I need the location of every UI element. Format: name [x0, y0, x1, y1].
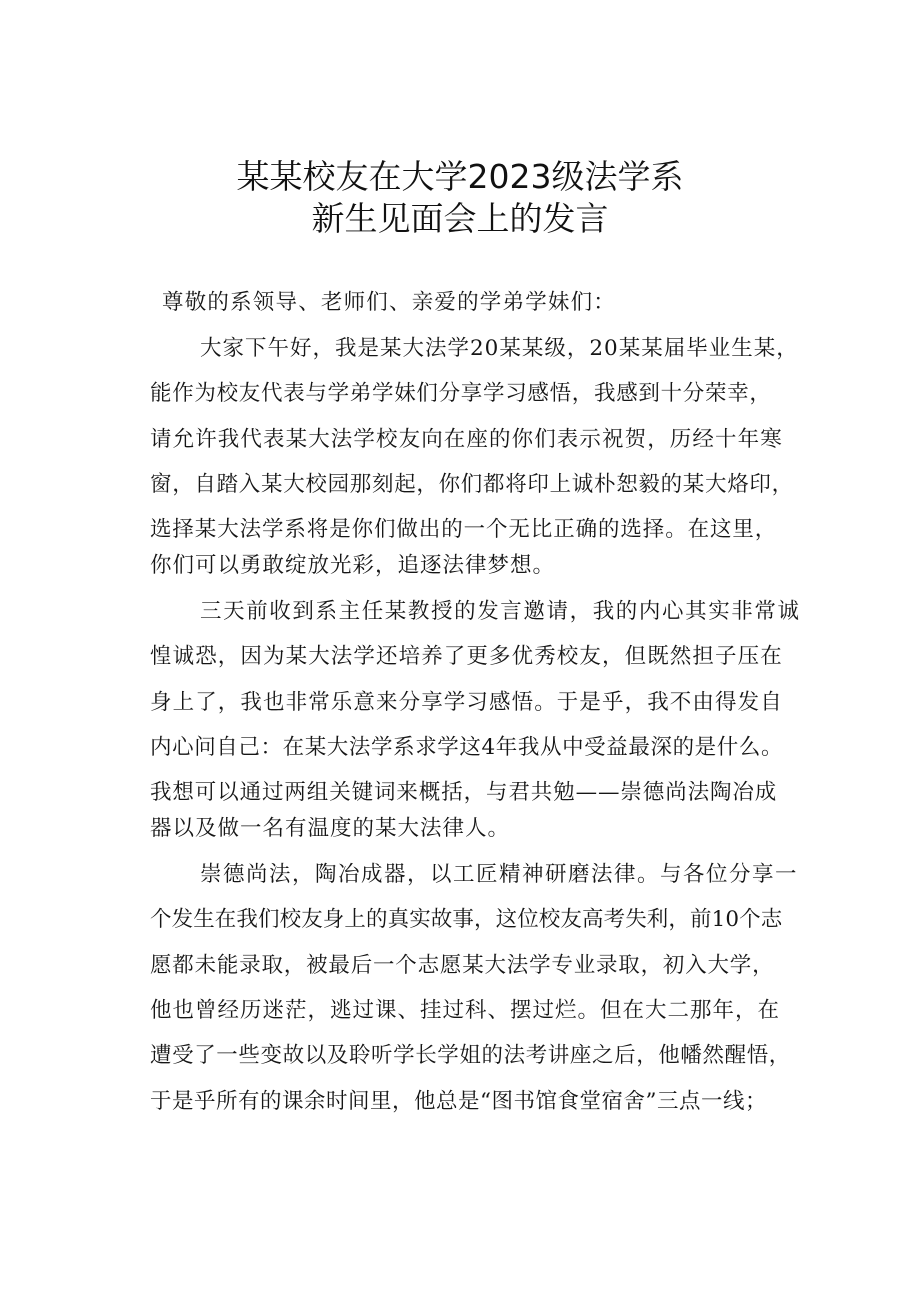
paragraph-line: 器以及做一名有温度的某大法律人。 [150, 816, 511, 841]
paragraph-line: 能作为校友代表与学弟学妹们分享学习感悟，我感到十分荣幸， [150, 381, 772, 406]
paragraph-line: 我想可以通过两组关键词来概括，与君共勉——崇德尚法陶冶成 [150, 780, 778, 805]
paragraph-line: 选择某大法学系将是你们做出的一个无比正确的选择。在这里， [150, 517, 778, 542]
salutation-line: 尊敬的系领导、老师们、亲爱的学弟学妹们： [162, 290, 617, 315]
document-title-line-1: 某某校友在大学2023级法学系 [236, 157, 684, 196]
paragraph-line: 身上了，我也非常乐意来分享学习感悟。于是乎，我不由得发自 [150, 690, 783, 715]
paragraph-line: 于是乎所有的课余时间里，他总是“图书馆食堂宿舍”三点一线； [150, 1089, 767, 1114]
paragraph-line: 窗，自踏入某大校园那刻起，你们都将印上诚朴恕毅的某大烙印， [150, 472, 794, 497]
paragraph-line: 崇德尚法，陶冶成器，以工匠精神研磨法律。与各位分享一 [200, 862, 799, 887]
paragraph-line: 愿都未能录取，被最后一个志愿某大法学专业录取，初入大学， [150, 953, 775, 978]
paragraph-line: 大家下午好，我是某大法学20某某级，20某某届毕业生某， [200, 336, 799, 361]
paragraph-line: 内心问自己：在某大法学系求学这4年我从中受益最深的是什么。 [150, 735, 784, 760]
paragraph-line: 三天前收到系主任某教授的发言邀请，我的内心其实非常诚 [200, 599, 801, 624]
document-title-line-2: 新生见面会上的发言 [311, 199, 609, 238]
paragraph-line: 遭受了一些变故以及聆听学长学姐的法考讲座之后，他幡然醒悟， [150, 1043, 791, 1068]
paragraph-line: 你们可以勇敢绽放光彩，追逐法律梦想。 [150, 553, 556, 578]
paragraph-line: 个发生在我们校友身上的真实故事，这位校友高考失利，前10个志 [150, 907, 783, 932]
paragraph-line: 惶诚恐，因为某大法学还培养了更多优秀校友，但既然担子压在 [150, 644, 783, 669]
paragraph-line: 他也曾经历迷茫，逃过课、挂过科、摆过烂。但在大二那年，在 [150, 998, 781, 1023]
paragraph-line: 请允许我代表某大法学校友向在座的你们表示祝贺，历经十年寒 [150, 427, 783, 452]
